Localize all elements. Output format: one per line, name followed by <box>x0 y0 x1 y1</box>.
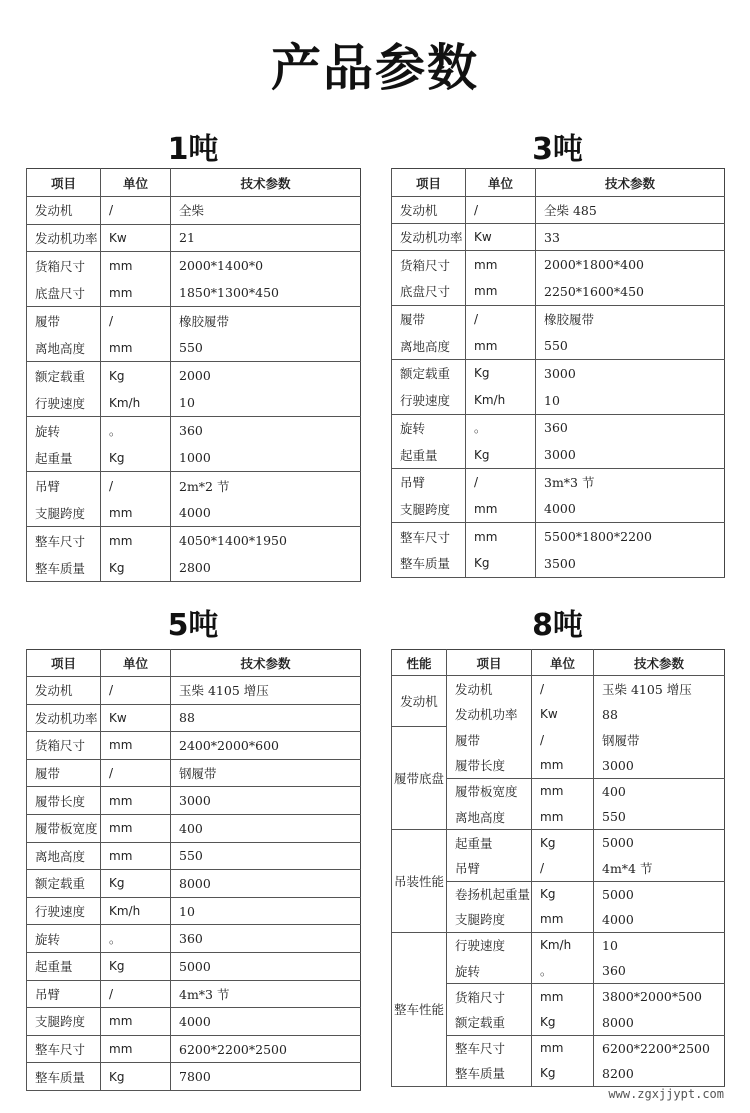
row-item: 卷扬机起重量 <box>447 881 532 907</box>
row-item: 履带 <box>447 727 532 753</box>
row-item: 支腿跨度 <box>447 907 532 933</box>
row-item: 整车尺寸 <box>447 1035 532 1061</box>
row-unit: Kg <box>466 360 536 387</box>
row-unit: mm <box>101 787 171 815</box>
row-item: 发动机 <box>27 197 101 225</box>
table-row <box>392 387 725 414</box>
row-value: 5000 <box>594 881 725 907</box>
row-value: 4000 <box>171 1008 361 1036</box>
row-value: 550 <box>171 842 361 870</box>
row-item: 履带长度 <box>447 753 532 779</box>
row-unit: Kw <box>101 704 171 732</box>
row-item: 货箱尺寸 <box>27 732 101 760</box>
row-item: 旋转 <box>27 925 101 953</box>
row-value: 1850*1300*450 <box>171 279 361 307</box>
row-value: 2400*2000*600 <box>171 732 361 760</box>
table-row <box>392 278 725 305</box>
header-item: 项目 <box>27 650 101 677</box>
table-row <box>27 677 361 705</box>
row-value: 6200*2200*2500 <box>171 1035 361 1063</box>
row-unit: mm <box>101 252 171 280</box>
row-item: 离地高度 <box>27 842 101 870</box>
row-unit: mm <box>532 984 594 1010</box>
row-unit: Kw <box>466 224 536 251</box>
row-item: 起重量 <box>27 952 101 980</box>
table-row <box>27 704 361 732</box>
row-value: 5500*1800*2200 <box>536 523 725 550</box>
header-unit: 单位 <box>466 169 536 197</box>
row-item: 货箱尺寸 <box>27 252 101 280</box>
row-unit: mm <box>101 499 171 527</box>
header-item: 项目 <box>447 650 532 676</box>
row-unit: 。 <box>101 925 171 953</box>
row-item: 离地高度 <box>27 334 101 362</box>
table-header-row <box>392 169 725 197</box>
table-row <box>392 251 725 278</box>
row-unit: / <box>466 197 536 224</box>
row-item: 发动机 <box>447 676 532 702</box>
table-row <box>27 527 361 555</box>
row-item: 发动机 <box>27 677 101 705</box>
table-row <box>392 360 725 387</box>
row-unit: mm <box>532 804 594 830</box>
row-value: 玉柴 4105 增压 <box>594 676 725 702</box>
table-header-row <box>27 650 361 677</box>
row-performance: 履带底盘 <box>392 727 447 830</box>
row-value: 7800 <box>171 1063 361 1091</box>
row-value: 21 <box>171 224 361 252</box>
row-item: 履带 <box>27 307 101 335</box>
row-value: 8000 <box>171 870 361 898</box>
row-item: 整车质量 <box>27 554 101 582</box>
row-item: 旋转 <box>392 414 466 441</box>
row-item: 吊臂 <box>447 855 532 881</box>
row-unit: / <box>101 677 171 705</box>
header-unit: 单位 <box>532 650 594 676</box>
header-unit: 单位 <box>101 169 171 197</box>
row-unit: / <box>466 468 536 495</box>
row-item: 底盘尺寸 <box>392 278 466 305</box>
row-unit: 。 <box>101 417 171 445</box>
row-item: 底盘尺寸 <box>27 279 101 307</box>
table-row <box>27 925 361 953</box>
row-value: 2000*1800*400 <box>536 251 725 278</box>
row-value: 全柴 <box>171 197 361 225</box>
row-item: 履带板宽度 <box>447 778 532 804</box>
row-item: 整车质量 <box>27 1063 101 1091</box>
row-item: 行驶速度 <box>447 932 532 958</box>
row-value: 4050*1400*1950 <box>171 527 361 555</box>
row-unit: Km/h <box>101 389 171 417</box>
row-unit: / <box>101 980 171 1008</box>
row-value: 4000 <box>594 907 725 933</box>
table-row <box>392 332 725 359</box>
row-value: 360 <box>594 958 725 984</box>
section-title-5t: 5吨 <box>167 608 219 643</box>
table-row <box>27 417 361 445</box>
table-row <box>27 732 361 760</box>
row-unit: / <box>532 855 594 881</box>
row-item: 发动机功率 <box>27 704 101 732</box>
row-value: 400 <box>594 778 725 804</box>
row-value: 3500 <box>536 550 725 577</box>
row-item: 整车尺寸 <box>392 523 466 550</box>
row-item: 吊臂 <box>392 468 466 495</box>
row-value: 550 <box>536 332 725 359</box>
spec-table-8t <box>391 649 725 1087</box>
row-item: 履带 <box>392 305 466 332</box>
row-item: 货箱尺寸 <box>447 984 532 1010</box>
row-item: 额定载重 <box>392 360 466 387</box>
row-value: 3000 <box>594 753 725 779</box>
row-performance: 整车性能 <box>392 932 447 1086</box>
table-row <box>27 252 361 280</box>
row-value: 钢履带 <box>594 727 725 753</box>
row-item: 吊臂 <box>27 980 101 1008</box>
table-row <box>27 197 361 225</box>
row-item: 履带长度 <box>27 787 101 815</box>
row-unit: / <box>466 305 536 332</box>
row-value: 5000 <box>594 830 725 856</box>
row-value: 400 <box>171 814 361 842</box>
row-unit: Kg <box>466 550 536 577</box>
table-row <box>27 307 361 335</box>
header-unit: 单位 <box>101 650 171 677</box>
row-item: 发动机功率 <box>447 701 532 727</box>
row-unit: mm <box>532 778 594 804</box>
table-row <box>392 224 725 251</box>
row-value: 3800*2000*500 <box>594 984 725 1010</box>
table-row <box>27 897 361 925</box>
header-perf: 性能 <box>392 650 447 676</box>
table-row <box>27 554 361 582</box>
row-unit: Kg <box>101 554 171 582</box>
table-row <box>27 472 361 500</box>
row-item: 货箱尺寸 <box>392 251 466 278</box>
row-value: 1000 <box>171 444 361 472</box>
row-value: 88 <box>594 701 725 727</box>
row-value: 10 <box>171 897 361 925</box>
table-row <box>27 814 361 842</box>
row-value: 8200 <box>594 1061 725 1087</box>
row-item: 行驶速度 <box>392 387 466 414</box>
table-row <box>392 932 725 958</box>
row-unit: mm <box>466 496 536 523</box>
row-unit: Kg <box>532 881 594 907</box>
row-value: 4000 <box>171 499 361 527</box>
table-row <box>392 468 725 495</box>
row-item: 履带 <box>27 759 101 787</box>
row-item: 履带板宽度 <box>27 814 101 842</box>
row-unit: / <box>101 197 171 225</box>
row-value: 360 <box>171 925 361 953</box>
row-item: 支腿跨度 <box>27 499 101 527</box>
row-value: 33 <box>536 224 725 251</box>
header-item: 项目 <box>392 169 466 197</box>
row-unit: mm <box>532 753 594 779</box>
row-unit: mm <box>466 251 536 278</box>
section-title-8t: 8吨 <box>532 608 583 643</box>
spec-table-1t <box>26 168 361 582</box>
table-row <box>392 496 725 523</box>
table-row <box>392 523 725 550</box>
row-value: 6200*2200*2500 <box>594 1035 725 1061</box>
row-unit: / <box>532 727 594 753</box>
row-item: 行驶速度 <box>27 897 101 925</box>
table-row <box>392 727 725 753</box>
row-unit: mm <box>101 1008 171 1036</box>
row-unit: mm <box>101 334 171 362</box>
row-unit: Kg <box>101 870 171 898</box>
table-row <box>27 389 361 417</box>
header-value: 技术参数 <box>594 650 725 676</box>
row-value: 8000 <box>594 1009 725 1035</box>
row-item: 发动机功率 <box>27 224 101 252</box>
row-unit: mm <box>101 279 171 307</box>
table-row <box>27 444 361 472</box>
table-row <box>27 279 361 307</box>
table-row <box>392 197 725 224</box>
row-unit: mm <box>101 732 171 760</box>
row-item: 额定载重 <box>27 870 101 898</box>
table-row <box>392 414 725 441</box>
row-value: 360 <box>536 414 725 441</box>
row-value: 2800 <box>171 554 361 582</box>
table-row <box>392 441 725 468</box>
row-value: 全柴 485 <box>536 197 725 224</box>
row-unit: Kg <box>532 830 594 856</box>
header-value: 技术参数 <box>536 169 725 197</box>
row-performance: 吊装性能 <box>392 830 447 933</box>
row-value: 3m*3 节 <box>536 468 725 495</box>
row-unit: mm <box>466 523 536 550</box>
row-value: 2m*2 节 <box>171 472 361 500</box>
table-row <box>27 1063 361 1091</box>
row-unit: Kw <box>101 224 171 252</box>
row-item: 离地高度 <box>392 332 466 359</box>
table-row <box>27 1008 361 1036</box>
section-title-3t: 3吨 <box>532 132 583 167</box>
row-unit: mm <box>532 907 594 933</box>
row-unit: Kg <box>101 952 171 980</box>
row-unit: Kg <box>101 362 171 390</box>
row-value: 橡胶履带 <box>536 305 725 332</box>
row-unit: mm <box>532 1035 594 1061</box>
row-unit: Km/h <box>532 932 594 958</box>
table-row <box>27 224 361 252</box>
row-unit: Kw <box>532 701 594 727</box>
row-item: 起重量 <box>27 444 101 472</box>
header-item: 项目 <box>27 169 101 197</box>
row-item: 行驶速度 <box>27 389 101 417</box>
row-value: 3000 <box>536 441 725 468</box>
row-value: 玉柴 4105 增压 <box>171 677 361 705</box>
table-row <box>27 334 361 362</box>
table-row <box>27 980 361 1008</box>
row-value: 550 <box>171 334 361 362</box>
row-value: 4m*3 节 <box>171 980 361 1008</box>
row-value: 3000 <box>171 787 361 815</box>
table-row <box>27 759 361 787</box>
table-header-row <box>27 169 361 197</box>
row-unit: mm <box>101 814 171 842</box>
page-title: 产品参数 <box>271 39 479 97</box>
row-unit: Kg <box>101 444 171 472</box>
row-unit: Kg <box>532 1009 594 1035</box>
row-value: 橡胶履带 <box>171 307 361 335</box>
row-item: 旋转 <box>27 417 101 445</box>
row-item: 起重量 <box>447 830 532 856</box>
row-value: 550 <box>594 804 725 830</box>
row-value: 2000 <box>171 362 361 390</box>
spec-table-3t <box>391 168 725 578</box>
row-item: 整车质量 <box>392 550 466 577</box>
row-unit: Kg <box>101 1063 171 1091</box>
row-value: 4000 <box>536 496 725 523</box>
row-unit: Km/h <box>466 387 536 414</box>
row-value: 10 <box>594 932 725 958</box>
row-unit: mm <box>101 1035 171 1063</box>
table-row <box>27 787 361 815</box>
row-item: 发动机功率 <box>392 224 466 251</box>
row-value: 360 <box>171 417 361 445</box>
row-unit: / <box>101 759 171 787</box>
row-unit: mm <box>466 332 536 359</box>
row-unit: 。 <box>532 958 594 984</box>
row-item: 支腿跨度 <box>27 1008 101 1036</box>
row-unit: mm <box>101 842 171 870</box>
table-row <box>27 842 361 870</box>
row-item: 发动机 <box>392 197 466 224</box>
table-row <box>27 952 361 980</box>
row-unit: Kg <box>466 441 536 468</box>
row-value: 10 <box>171 389 361 417</box>
table-row <box>27 362 361 390</box>
row-item: 整车质量 <box>447 1061 532 1087</box>
row-item: 旋转 <box>447 958 532 984</box>
header-value: 技术参数 <box>171 650 361 677</box>
table-header-row <box>392 650 725 676</box>
row-unit: Km/h <box>101 897 171 925</box>
row-value: 钢履带 <box>171 759 361 787</box>
row-item: 吊臂 <box>27 472 101 500</box>
row-value: 2000*1400*0 <box>171 252 361 280</box>
row-value: 88 <box>171 704 361 732</box>
spec-table-5t <box>26 649 361 1091</box>
table-row <box>392 550 725 577</box>
row-unit: 。 <box>466 414 536 441</box>
table-row <box>392 305 725 332</box>
row-value: 4m*4 节 <box>594 855 725 881</box>
row-item: 起重量 <box>392 441 466 468</box>
table-row <box>27 870 361 898</box>
row-unit: / <box>101 307 171 335</box>
table-row <box>392 676 725 702</box>
row-value: 10 <box>536 387 725 414</box>
header-value: 技术参数 <box>171 169 361 197</box>
row-item: 额定载重 <box>27 362 101 390</box>
row-item: 整车尺寸 <box>27 527 101 555</box>
row-value: 5000 <box>171 952 361 980</box>
row-value: 3000 <box>536 360 725 387</box>
row-unit: Kg <box>532 1061 594 1087</box>
section-title-1t: 1吨 <box>167 132 219 167</box>
row-unit: mm <box>101 527 171 555</box>
row-performance: 发动机 <box>392 676 447 727</box>
row-value: 2250*1600*450 <box>536 278 725 305</box>
row-item: 整车尺寸 <box>27 1035 101 1063</box>
watermark: www.zgxjjypt.com <box>608 1087 724 1101</box>
row-item: 离地高度 <box>447 804 532 830</box>
row-unit: / <box>532 676 594 702</box>
row-item: 额定载重 <box>447 1009 532 1035</box>
table-row <box>392 830 725 856</box>
row-item: 支腿跨度 <box>392 496 466 523</box>
row-unit: / <box>101 472 171 500</box>
table-row <box>27 1035 361 1063</box>
table-row <box>27 499 361 527</box>
row-unit: mm <box>466 278 536 305</box>
